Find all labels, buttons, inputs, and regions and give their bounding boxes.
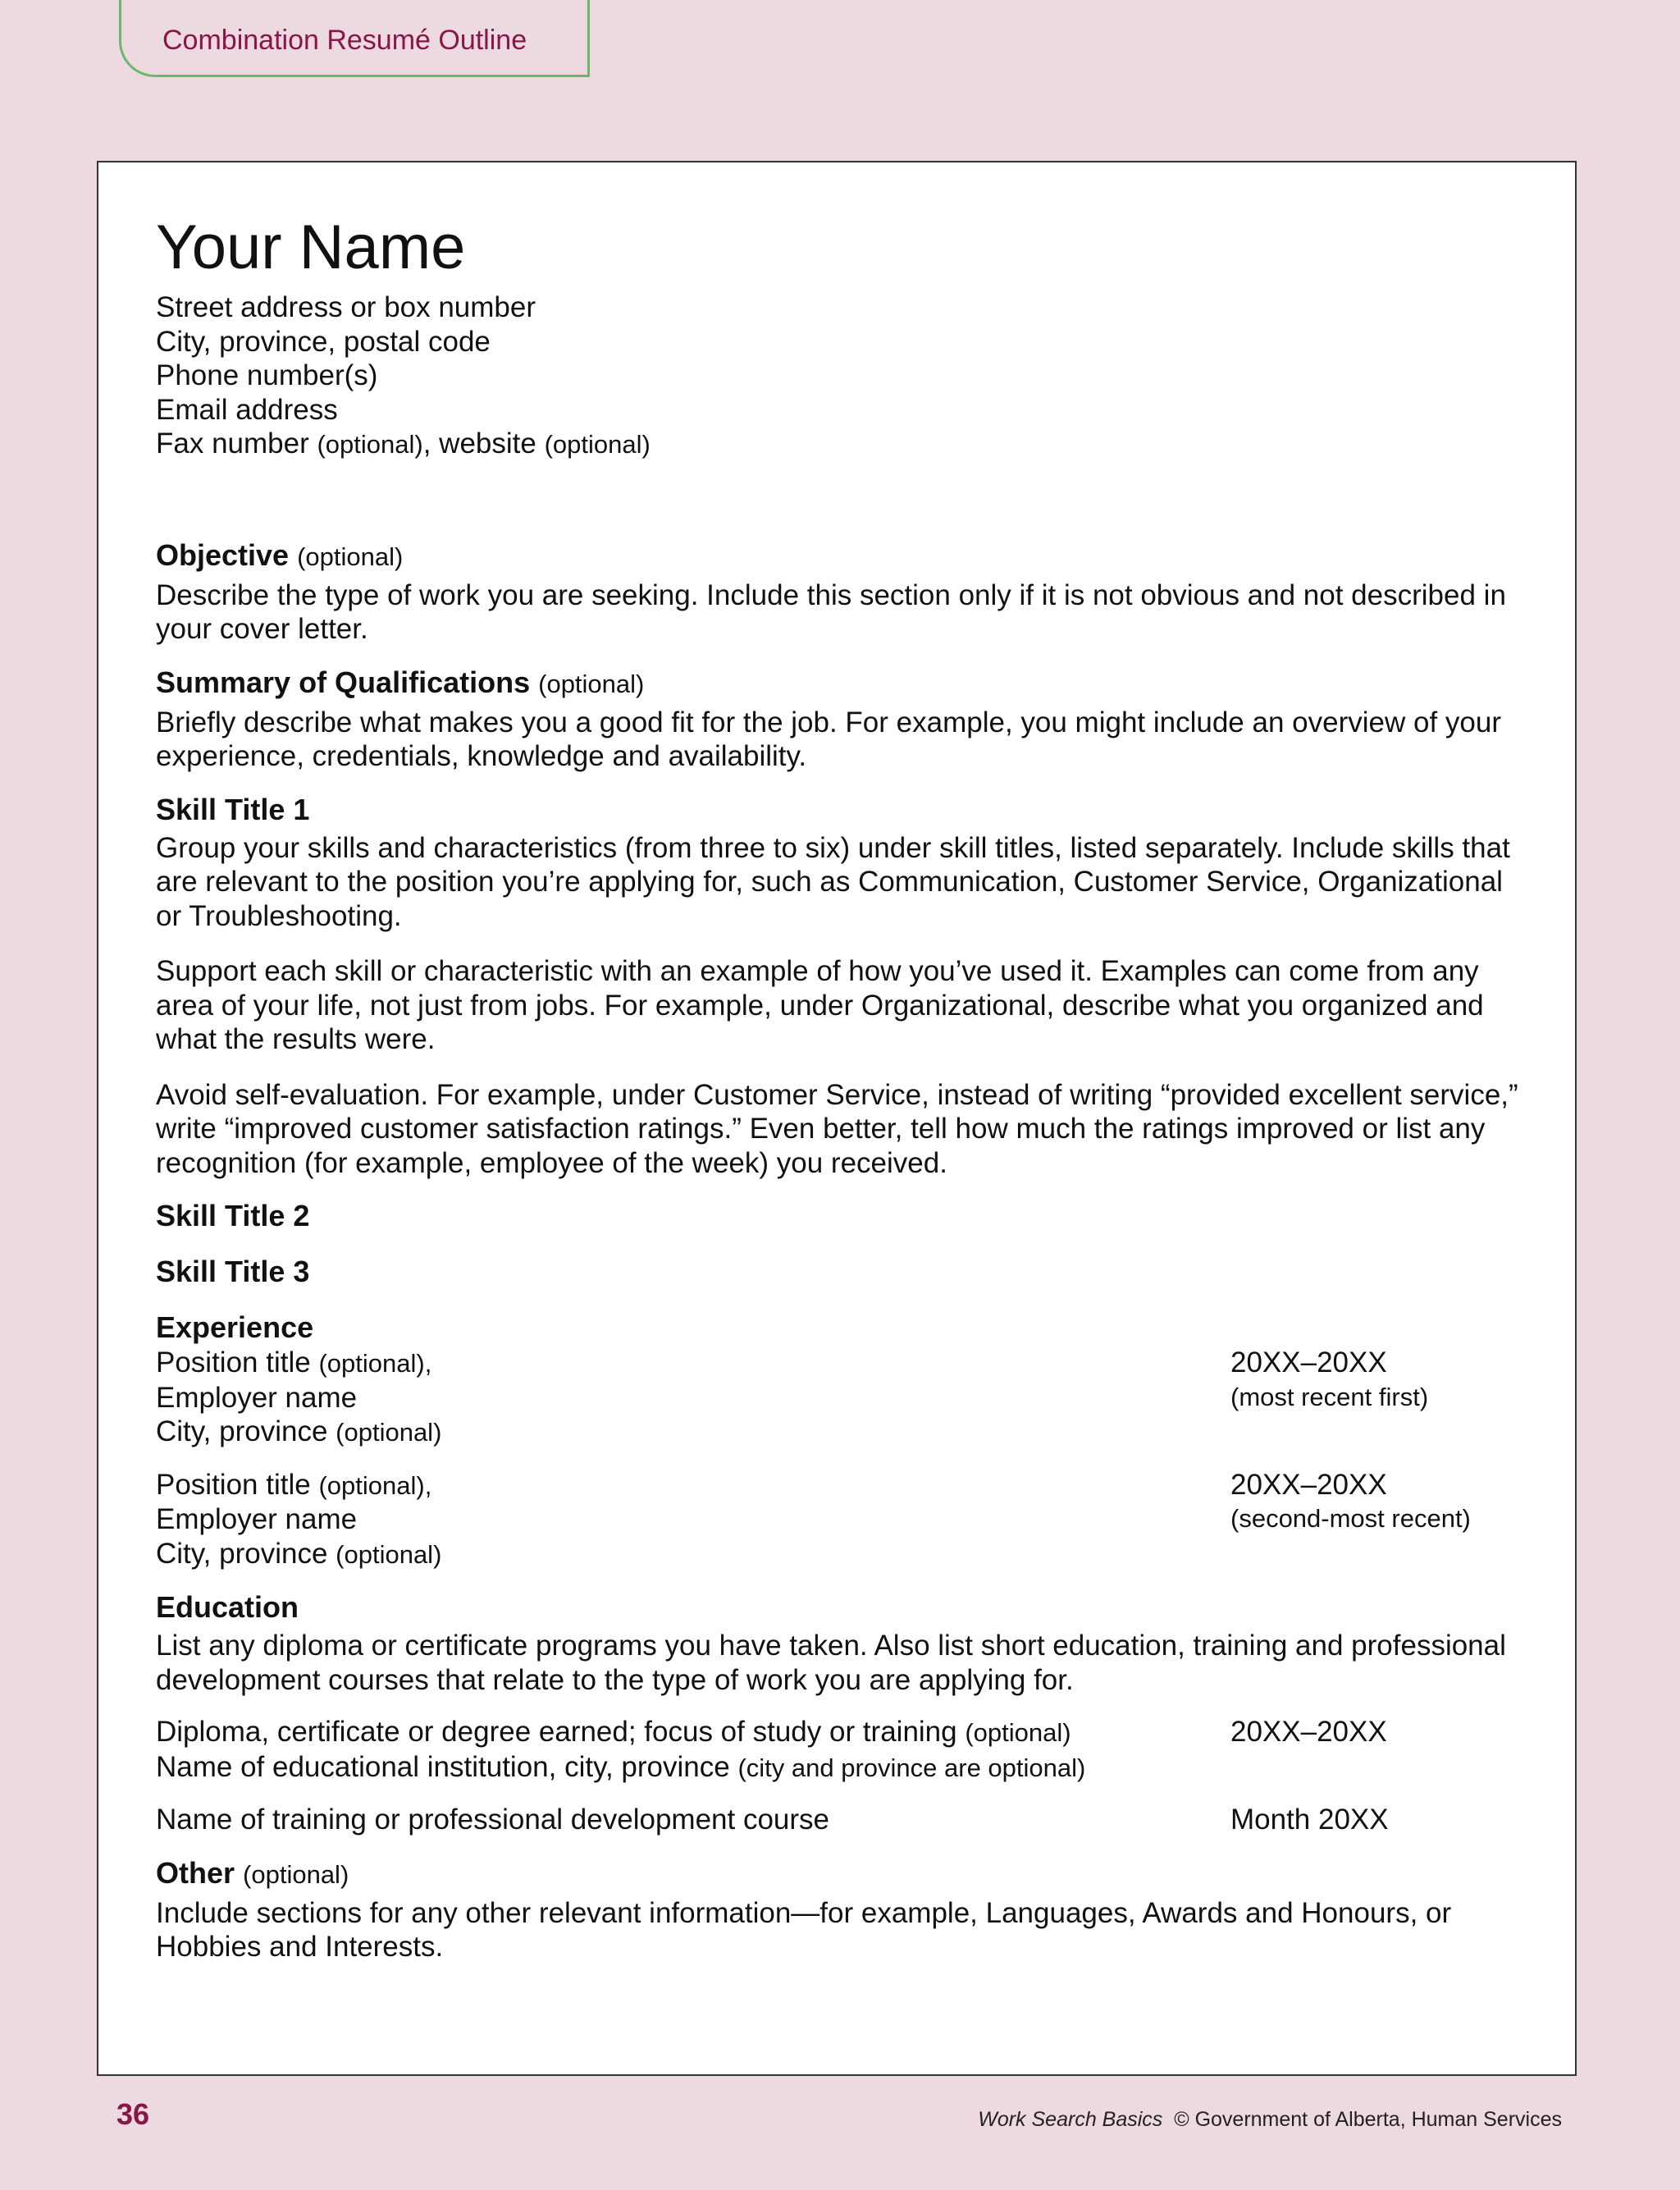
contact-phone: Phone number(s)	[156, 359, 378, 391]
institution-optional: (city and province are optional)	[737, 1753, 1086, 1782]
employer-name: Employer name	[156, 1503, 358, 1535]
education-text: List any diploma or certificate programs you have taken. Also list short education, training and professional development courses that relate to the type of work you are applying for.	[156, 1630, 1506, 1696]
copyright: © Government of Alberta, Human Services	[1174, 2108, 1562, 2131]
summary-optional: (optional)	[538, 669, 645, 698]
employer-city-optional: (optional)	[336, 1418, 442, 1447]
section-tab-title: Combination Resumé Outline	[162, 25, 527, 56]
job-dates: 20XX–20XX	[1230, 1468, 1387, 1501]
skill-1-section	[156, 792, 1534, 1181]
experience-section	[156, 1310, 1534, 1571]
summary-text: Briefly describe what makes you a good fit for the job. For example, you might include an overview of your experience, credentials, knowledge and availability.	[156, 706, 1501, 772]
contact-website: , website	[422, 427, 536, 459]
contact-block	[156, 290, 1534, 462]
course-entry	[156, 1803, 1534, 1837]
position-title: Position title	[156, 1468, 311, 1501]
objective-text: Describe the type of work you are seeking. Include this section only if it is not obvious and not described in your cover letter.	[156, 578, 1506, 645]
skill-1-paragraph-1: Group your skills and characteristics (from three to six) under skill titles, listed separately. Include skills that are relevant to the position you’re applying for, such as Communication, Customer Service, Organizational or Troubleshooting.	[156, 831, 1510, 932]
experience-title: Experience	[156, 1310, 314, 1344]
summary-heading	[156, 665, 1534, 702]
resume-sheet	[97, 161, 1577, 2076]
employer-name: Employer name	[156, 1381, 358, 1414]
education-dates: 20XX–20XX	[1230, 1716, 1387, 1748]
objective-title: Objective	[156, 537, 290, 572]
experience-entry	[156, 1468, 1534, 1572]
page-number: 36	[116, 2097, 150, 2131]
resume-content	[156, 210, 1534, 1964]
education-title: Education	[156, 1590, 299, 1624]
other-heading	[156, 1855, 1534, 1893]
contact-fax-optional: (optional)	[317, 430, 423, 459]
employer-city-optional: (optional)	[336, 1539, 442, 1569]
diploma-earned: Diploma, certificate or degree earned; focus of study or training	[156, 1716, 957, 1748]
book-title: Work Search Basics	[978, 2108, 1163, 2131]
footer-credit	[978, 2108, 1562, 2132]
summary-title: Summary of Qualifications	[156, 665, 531, 699]
other-text: Include sections for any other relevant information—for example, Languages, Awards and Honours, or Hobbies and Interests.	[156, 1896, 1452, 1963]
section-tab	[119, 0, 590, 77]
summary-section	[156, 665, 1534, 774]
objective-optional: (optional)	[297, 542, 404, 571]
skill-3-title: Skill Title 3	[156, 1255, 310, 1288]
other-section	[156, 1855, 1534, 1964]
other-title: Other	[156, 1855, 235, 1890]
objective-section	[156, 537, 1534, 647]
education-entry	[156, 1715, 1534, 1785]
position-optional: (optional),	[318, 1470, 432, 1500]
education-section	[156, 1589, 1534, 1837]
objective-heading	[156, 537, 1534, 575]
position-title: Position title	[156, 1346, 311, 1378]
skill-1-title: Skill Title 1	[156, 792, 310, 826]
diploma-optional: (optional)	[965, 1718, 1071, 1747]
skill-2-title: Skill Title 2	[156, 1199, 310, 1232]
contact-fax: Fax number	[156, 427, 309, 459]
position-optional: (optional),	[318, 1349, 432, 1378]
resume-name: Your Name	[156, 213, 466, 282]
skill-1-paragraph-3: Avoid self-evaluation. For example, under Customer Service, instead of writing “provided excellent service,” write “improved customer satisfaction ratings.” Even better, tell how much the ratings improved or list any recognition (for example, employee of the week) you received.	[156, 1078, 1518, 1179]
skill-1-paragraph-2: Support each skill or characteristic with an example of how you’ve used it. Examples can come from any area of your life, not just from jobs. For example, under Organizational, describe what you organized and what the results were.	[156, 955, 1484, 1055]
job-dates: 20XX–20XX	[1230, 1346, 1387, 1378]
employer-city: City, province	[156, 1415, 328, 1447]
job-order-note: (most recent first)	[1230, 1382, 1429, 1411]
institution-name: Name of educational institution, city, province	[156, 1750, 730, 1783]
course-name: Name of training or professional development course	[156, 1804, 829, 1836]
employer-city: City, province	[156, 1537, 328, 1570]
other-optional: (optional)	[243, 1859, 349, 1889]
experience-entry	[156, 1346, 1534, 1450]
course-date: Month 20XX	[1230, 1804, 1389, 1836]
contact-street: Street address or box number	[156, 291, 536, 323]
job-order-note: (second-most recent)	[1230, 1504, 1471, 1533]
contact-website-optional: (optional)	[544, 430, 651, 459]
contact-fax-website	[156, 427, 1534, 462]
contact-city: City, province, postal code	[156, 325, 491, 358]
contact-email: Email address	[156, 393, 338, 426]
